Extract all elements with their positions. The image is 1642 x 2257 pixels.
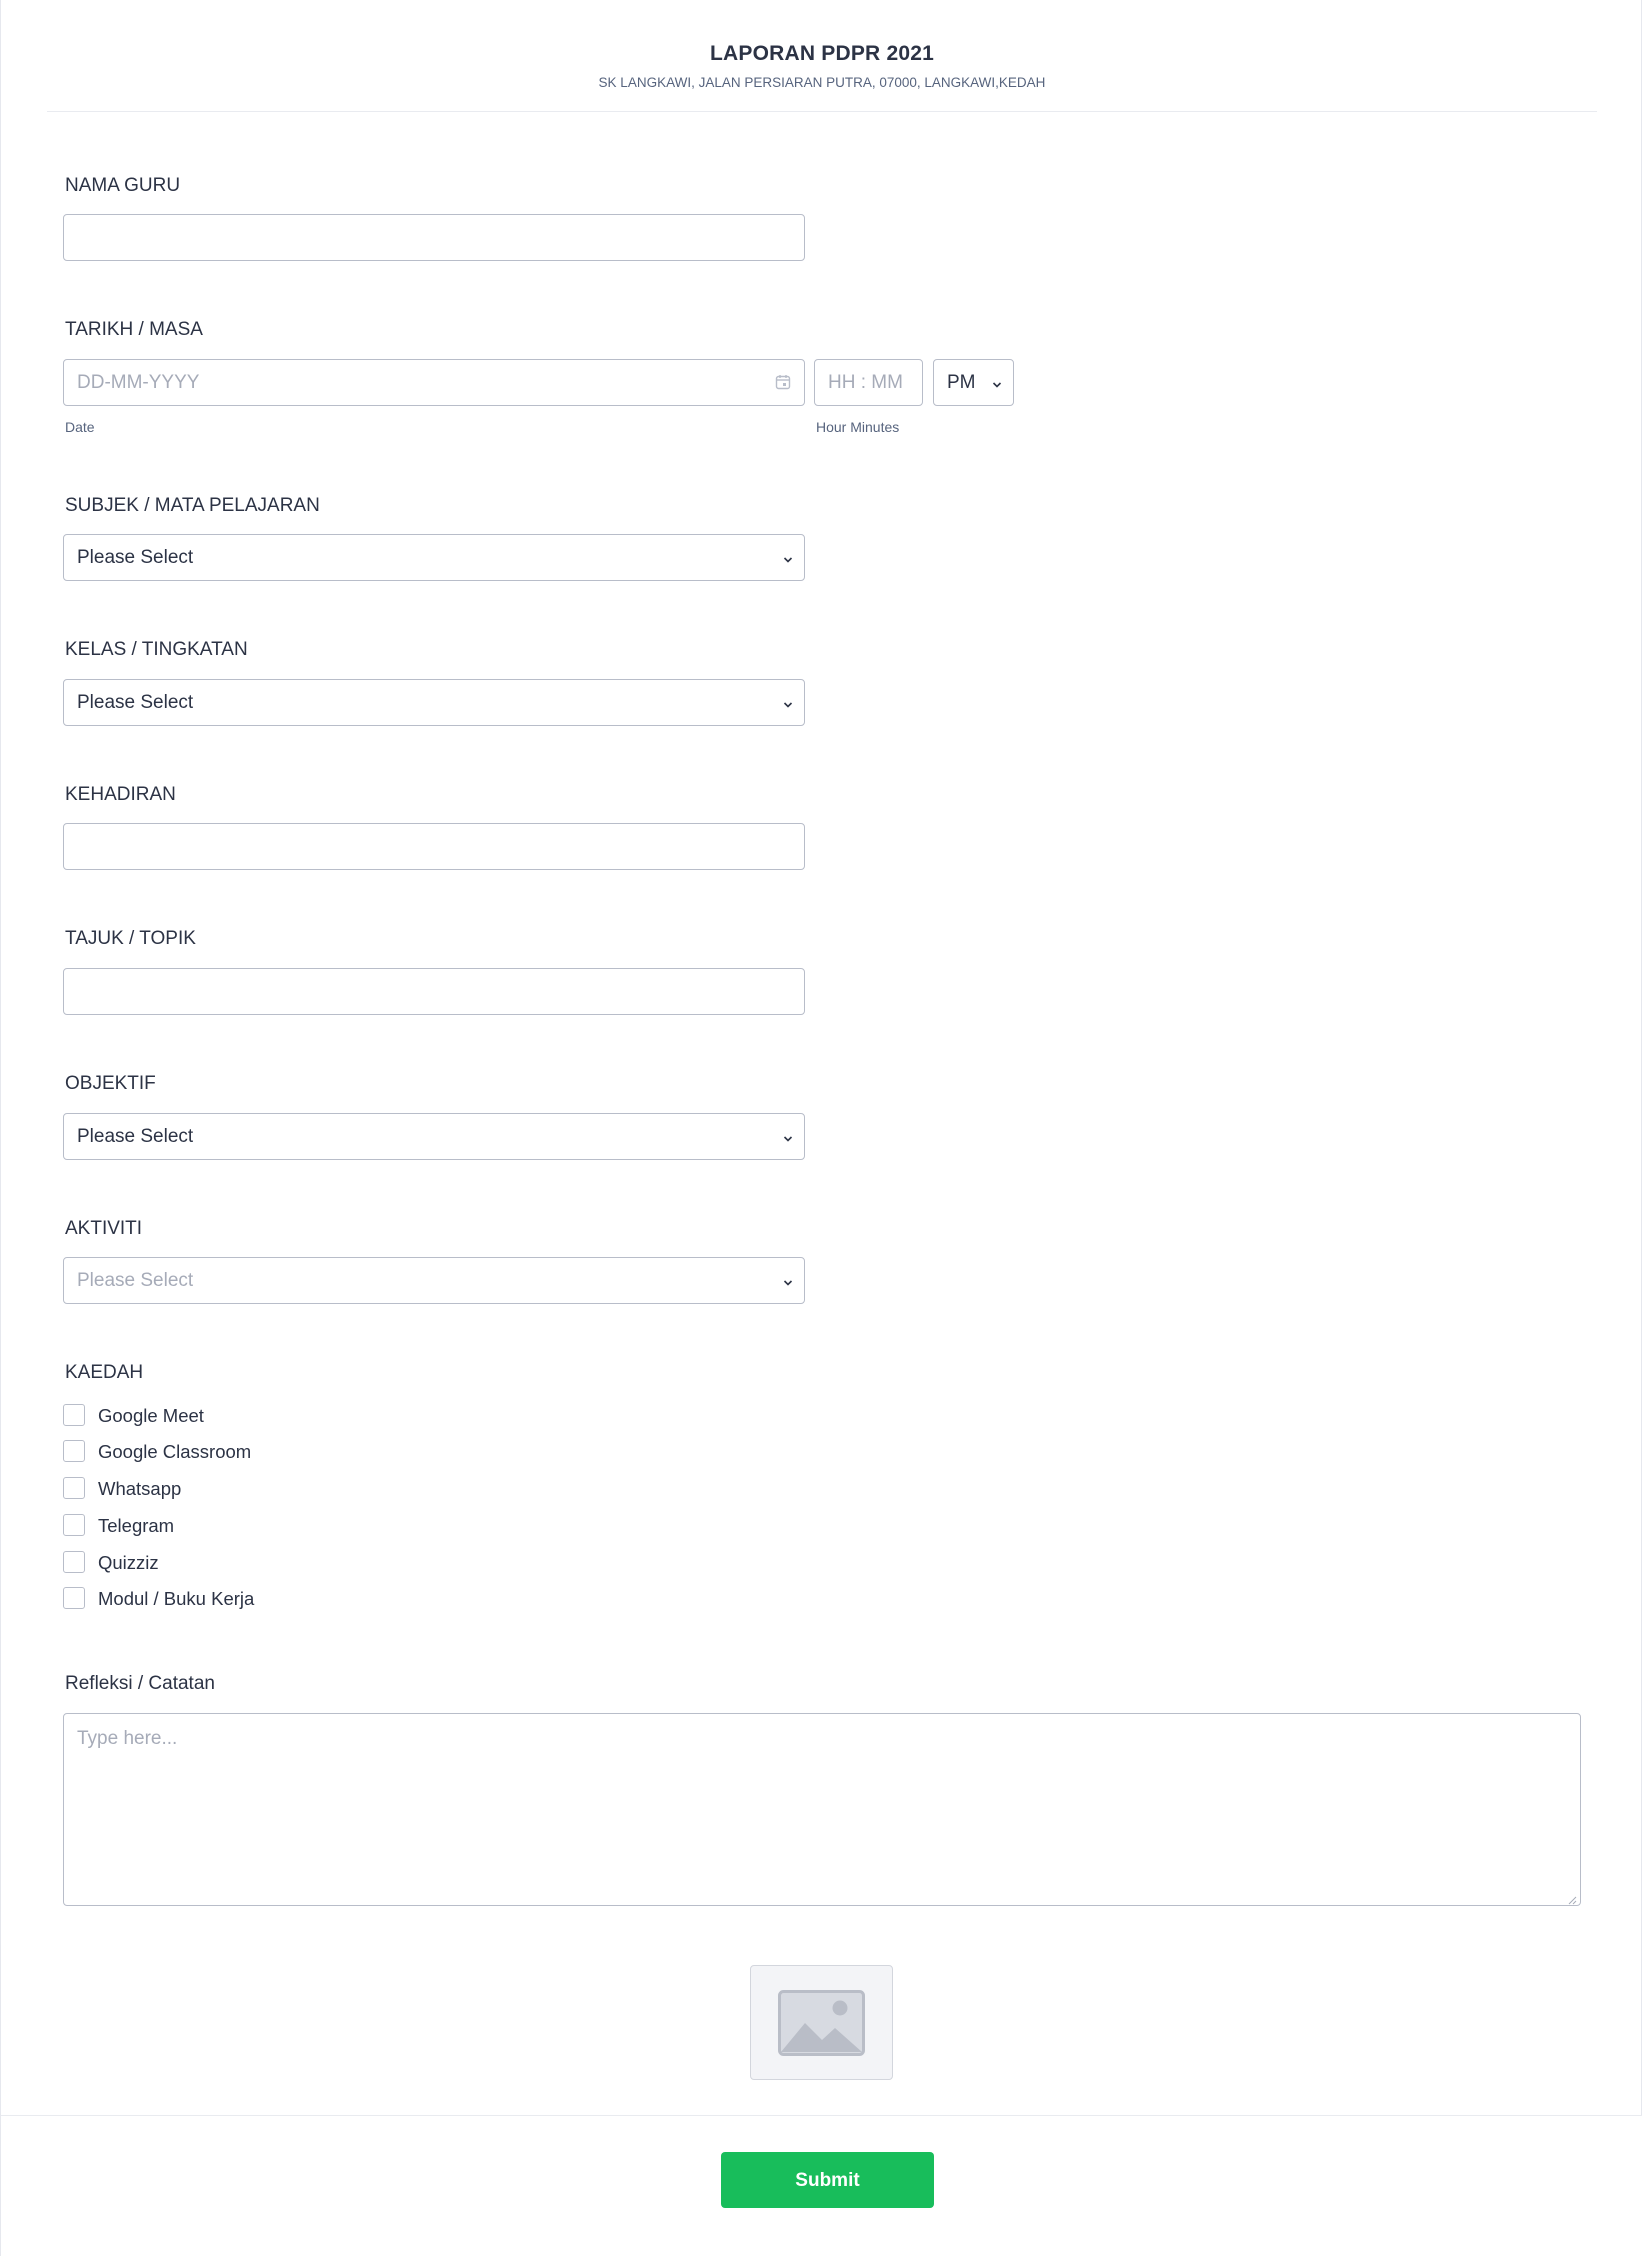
kelas-select[interactable]	[63, 679, 805, 726]
aktiviti-select[interactable]	[63, 1257, 805, 1304]
chevron-down-icon	[992, 377, 1001, 386]
kelas-label: KELAS / TINGKATAN	[65, 639, 248, 660]
form-footer	[1, 2115, 1642, 2257]
checkbox[interactable]	[63, 1514, 85, 1536]
ampm-select[interactable]	[933, 359, 1014, 406]
refleksi-label: Refleksi / Catatan	[65, 1673, 215, 1694]
checkbox-label[interactable]: Telegram	[98, 1515, 175, 1536]
checkbox-label[interactable]: Whatsapp	[98, 1478, 182, 1499]
kelas-value: Please Select	[77, 692, 194, 713]
checkbox-label[interactable]: Quizziz	[98, 1552, 159, 1573]
form-subtitle: SK LANGKAWI, JALAN PERSIARAN PUTRA, 07000, LANGKAWI,KEDAH	[598, 75, 1046, 90]
aktiviti-placeholder: Please Select	[77, 1270, 194, 1291]
resize-handle-icon[interactable]	[1567, 1892, 1577, 1902]
checkbox[interactable]	[63, 1477, 85, 1499]
nama-guru-label: NAMA GURU	[65, 175, 181, 196]
tarikh-masa-label: TARIKH / MASA	[65, 319, 203, 340]
subjek-select[interactable]	[63, 534, 805, 581]
calendar-icon[interactable]	[775, 374, 791, 390]
subjek-label: SUBJEK / MATA PELAJARAN	[65, 495, 320, 516]
refleksi-placeholder: Type here...	[77, 1728, 178, 1749]
time-placeholder: HH : MM	[828, 372, 903, 393]
checkbox[interactable]	[63, 1551, 85, 1573]
chevron-down-icon	[783, 552, 792, 561]
time-input[interactable]	[814, 359, 923, 406]
kehadiran-label: KEHADIRAN	[65, 784, 176, 805]
checkbox-label[interactable]: Modul / Buku Kerja	[98, 1588, 255, 1609]
checkbox-label[interactable]: Google Meet	[98, 1405, 204, 1426]
kehadiran-input[interactable]	[63, 823, 805, 870]
time-sublabel: Hour Minutes	[816, 419, 900, 435]
objektif-select[interactable]	[63, 1113, 805, 1160]
ampm-value: PM	[947, 372, 976, 393]
chevron-down-icon	[783, 697, 792, 706]
checkbox-label[interactable]: Google Classroom	[98, 1441, 252, 1462]
form-title: LAPORAN PDPR 2021	[710, 42, 934, 65]
submit-button[interactable]: Submit	[721, 2152, 934, 2208]
image-placeholder	[750, 1965, 893, 2080]
image-icon	[778, 1990, 865, 2056]
kaedah-label: KAEDAH	[65, 1362, 144, 1383]
tajuk-label: TAJUK / TOPIK	[65, 928, 196, 949]
checkbox[interactable]	[63, 1404, 85, 1426]
date-input[interactable]	[63, 359, 805, 406]
nama-guru-input[interactable]	[63, 214, 805, 261]
checkbox[interactable]	[63, 1587, 85, 1609]
subjek-value: Please Select	[77, 547, 194, 568]
chevron-down-icon	[783, 1131, 792, 1140]
objektif-label: OBJEKTIF	[65, 1073, 156, 1094]
tajuk-input[interactable]	[63, 968, 805, 1015]
date-placeholder: DD-MM-YYYY	[77, 372, 200, 393]
refleksi-textarea[interactable]	[63, 1713, 1581, 1906]
aktiviti-label: AKTIVITI	[65, 1218, 143, 1239]
date-sublabel: Date	[65, 419, 95, 435]
chevron-down-icon	[783, 1275, 792, 1284]
form-header	[47, 0, 1597, 112]
objektif-value: Please Select	[77, 1126, 194, 1147]
checkbox[interactable]	[63, 1440, 85, 1462]
